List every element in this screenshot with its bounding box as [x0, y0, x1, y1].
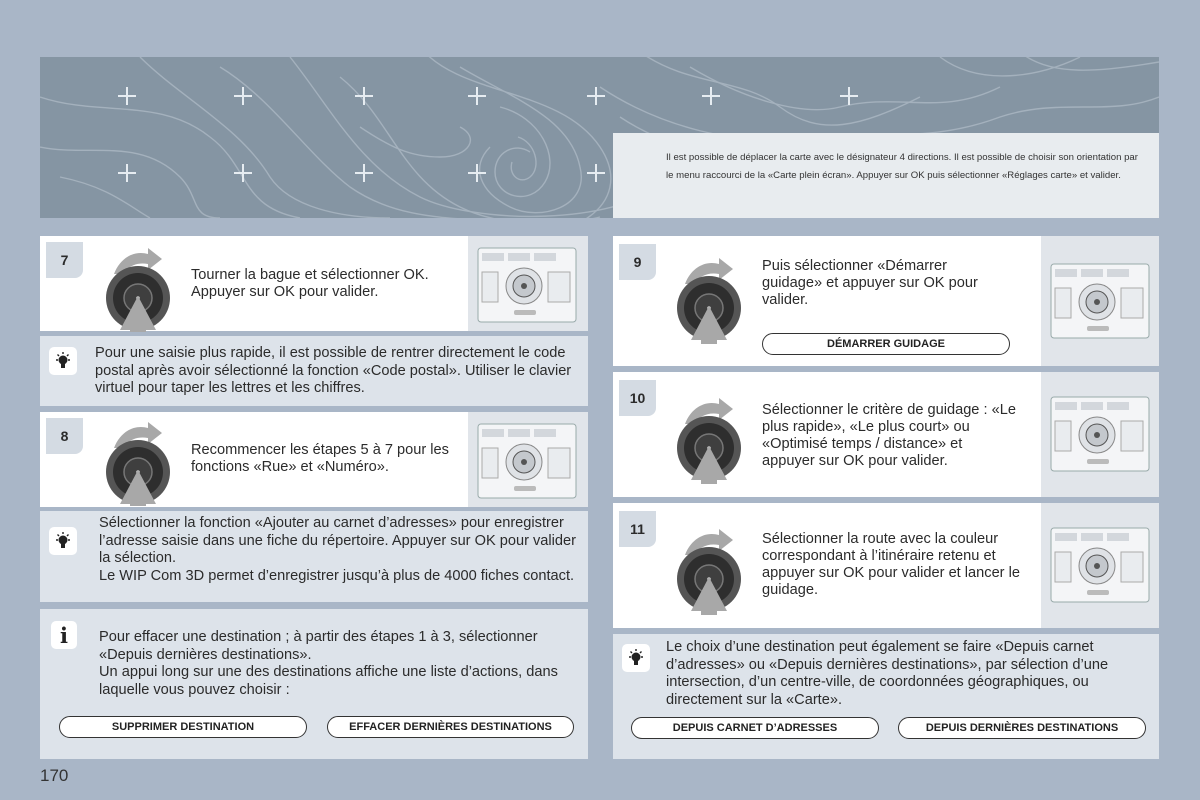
- info-box: [40, 609, 588, 759]
- tip-postal-code: [40, 336, 588, 406]
- start-guidance-button[interactable]: DÉMARRER GUIDAGE: [762, 333, 1010, 355]
- from-address-book-button[interactable]: DEPUIS CARNET D’ADRESSES: [631, 717, 879, 739]
- tip-address-book: [40, 511, 588, 602]
- step-11-card: [613, 503, 1159, 628]
- step-number: 10: [619, 380, 656, 416]
- from-recent-destinations-button[interactable]: DEPUIS DERNIÈRES DESTINATIONS: [898, 717, 1146, 739]
- radio-panel-illustration: [1041, 503, 1159, 628]
- radio-panel-icon: [1041, 236, 1159, 366]
- radio-panel-illustration: [468, 412, 588, 507]
- radio-panel-icon: [1041, 503, 1159, 628]
- step-number: 9: [619, 244, 656, 280]
- step-10-text: Sélectionner le critère de guidage : «Le plus rapide», «Le plus court» ou «Optimisé temps / distance» et appuyer sur OK pour valider.: [762, 402, 1016, 469]
- delete-destination-button[interactable]: SUPPRIMER DESTINATION: [59, 716, 307, 738]
- radio-panel-icon: [468, 236, 588, 331]
- info-line-1: Pour effacer une destination ; à partir des étapes 1 à 3, sélectionner «Depuis dernières destinations».: [99, 629, 538, 663]
- lightbulb-icon: [622, 644, 650, 672]
- step-8-card: [40, 412, 588, 507]
- rotary-knob-icon: [104, 238, 188, 332]
- tip-line-2: Le WIP Com 3D permet d’enregistrer jusqu’à plus de 4000 fiches contact.: [99, 567, 575, 584]
- info-line-2: Un appui long sur une des destinations affiche une liste d’actions, dans laquelle vous pouvez choisir :: [99, 664, 558, 698]
- rotary-knob-icon: [675, 248, 759, 348]
- clear-recent-destinations-button[interactable]: EFFACER DERNIÈRES DESTINATIONS: [327, 716, 574, 738]
- radio-panel-icon: [1041, 372, 1159, 497]
- step-8-text: Recommencer les étapes 5 à 7 pour les fonctions «Rue» et «Numéro».: [191, 442, 449, 475]
- step-7-text: Tourner la bague et sélectionner OK. Appuyer sur OK pour valider.: [191, 267, 429, 300]
- map-note: Il est possible de déplacer la carte avec le désignateur 4 directions. Il est possible de choisir son orientation par le menu raccourci de la «Carte plein écran». Appuyer sur OK puis sélectionner «Réglages carte» et valider.: [613, 133, 1159, 218]
- step-9-card: [613, 236, 1159, 366]
- tip-line-1: Sélectionner la fonction «Ajouter au carnet d’adresses» pour enregistrer l’adresse saisie dans une fiche du répertoire. Appuyer sur OK pour valider la sélection.: [99, 515, 576, 566]
- step-11-text: Sélectionner la route avec la couleur correspondant à l’itinéraire retenu et appuyer sur OK pour valider et lancer le guidage.: [762, 531, 1020, 598]
- radio-panel-illustration: [468, 236, 588, 331]
- rotary-knob-icon: [675, 388, 759, 488]
- step-number: 8: [46, 418, 83, 454]
- info-icon: i: [51, 621, 77, 649]
- step-9-text: Puis sélectionner «Démarrer guidage» et appuyer sur OK pour valider.: [762, 258, 978, 308]
- step-number: 11: [619, 511, 656, 547]
- step-10-card: [613, 372, 1159, 497]
- rotary-knob-icon: [104, 412, 188, 506]
- radio-panel-illustration: [1041, 372, 1159, 497]
- tip-address-book-text: [99, 515, 585, 585]
- tip-destination-sources: [613, 634, 1159, 759]
- lightbulb-icon: [49, 347, 77, 375]
- step-7-card: [40, 236, 588, 331]
- lightbulb-icon: [49, 527, 77, 555]
- page-number: 170: [40, 766, 69, 785]
- radio-panel-icon: [468, 412, 588, 507]
- radio-panel-illustration: [1041, 236, 1159, 366]
- tip-postal-code-text: Pour une saisie plus rapide, il est possible de rentrer directement le code postal après avoir sélectionné la fonction «Code postal». Utiliser le clavier virtuel pour taper les lettres et les chiffres.: [95, 345, 572, 396]
- info-text: [99, 629, 579, 699]
- step-number: 7: [46, 242, 83, 278]
- tip-destination-sources-text: Le choix d’une destination peut également se faire «Depuis carnet d’adresses» ou «Depuis dernières destinations», par sélection d’une intersection, d’un centre-ville, de coordonnées géographiques, ou directement sur la «Carte».: [666, 639, 1109, 708]
- rotary-knob-icon: [675, 519, 759, 619]
